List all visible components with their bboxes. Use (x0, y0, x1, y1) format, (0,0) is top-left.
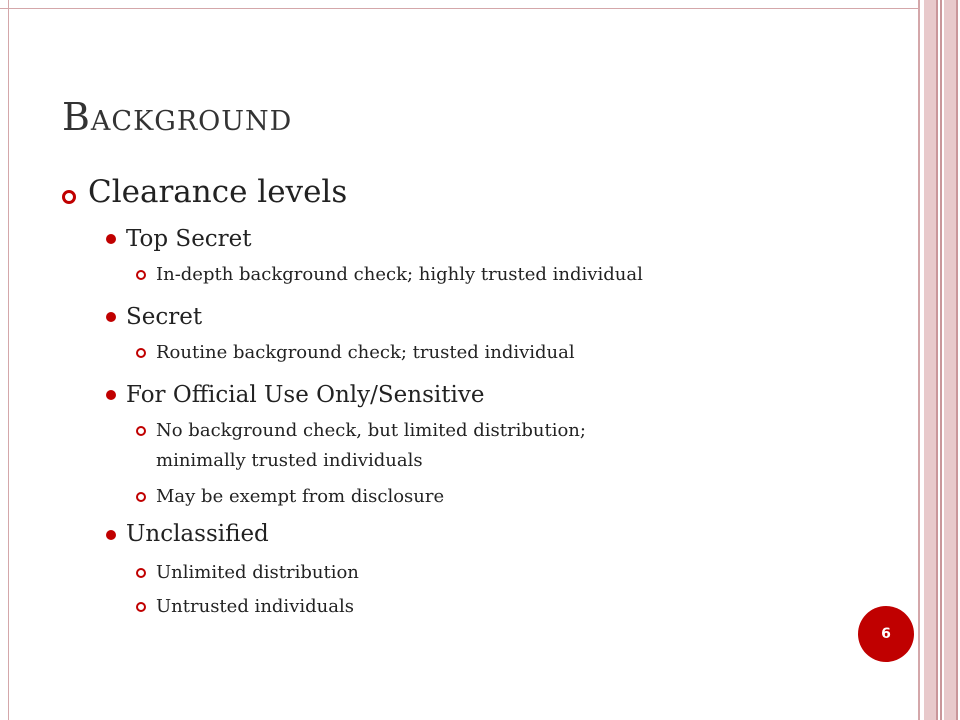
stripe (918, 0, 920, 720)
red-dot-icon (106, 390, 116, 400)
stripe (936, 0, 938, 720)
detail-secret: Routine background check; trusted individual (156, 342, 575, 363)
detail-unclassified-distribution: Unlimited distribution (156, 562, 359, 583)
detail-fouo-line-1: No background check, but limited distribution; (156, 420, 586, 441)
page-number-badge (858, 606, 914, 662)
stripe (924, 0, 936, 720)
level-top-secret: Top Secret (126, 226, 252, 252)
red-small-ring-icon (136, 426, 146, 436)
stripe (944, 0, 956, 720)
detail-fouo-exempt: May be exempt from disclosure (156, 486, 445, 507)
red-small-ring-icon (136, 348, 146, 358)
heading-clearance-levels: Clearance levels (88, 174, 348, 210)
red-small-ring-icon (136, 568, 146, 578)
red-small-ring-icon (136, 602, 146, 612)
red-small-ring-icon (136, 492, 146, 502)
slide-title: Background (62, 95, 293, 139)
level-fouo-sensitive: For Official Use Only/Sensitive (126, 382, 485, 408)
level-secret: Secret (126, 304, 203, 330)
level-unclassified: Unclassified (126, 521, 269, 547)
detail-fouo-line-2: minimally trusted individuals (156, 450, 423, 471)
red-ring-icon (62, 190, 76, 204)
slide-frame-top (0, 0, 920, 9)
stripe (956, 0, 958, 720)
page-number: 6 (881, 626, 891, 642)
detail-unclassified-untrusted: Untrusted individuals (156, 596, 354, 617)
decorative-stripe-bar (918, 0, 960, 720)
slide-frame-left (0, 0, 9, 720)
red-small-ring-icon (136, 270, 146, 280)
red-dot-icon (106, 530, 116, 540)
red-dot-icon (106, 312, 116, 322)
red-dot-icon (106, 234, 116, 244)
detail-top-secret: In-depth background check; highly trusted individual (156, 264, 643, 285)
stripe (940, 0, 942, 720)
